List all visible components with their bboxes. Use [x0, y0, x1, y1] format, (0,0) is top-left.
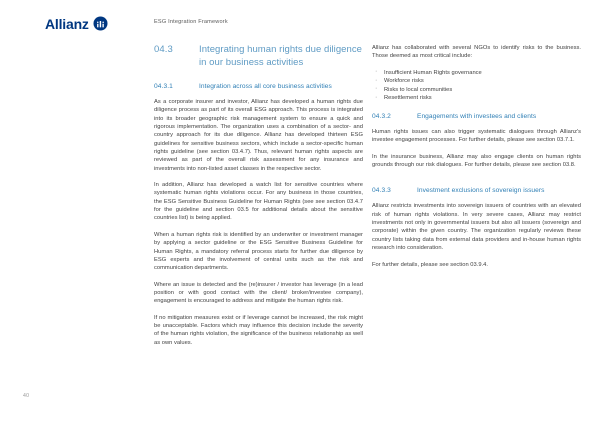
paragraph: For further details, please see section 03.9.4.: [372, 261, 489, 268]
section-title: Integrating human rights due diligence in our business activities: [199, 44, 362, 68]
section-spacer: [372, 177, 581, 186]
allianz-logo-text: Allianz: [45, 15, 89, 32]
paragraph: Human rights issues can also trigger systematic dialogues through Allianz's investee engagement processes. For further details, please see section 03.7.1.: [372, 129, 581, 144]
page-header: [0, 0, 600, 40]
paragraph: Where an issue is detected and the (re)insurer / investor has leverage (in a lead position or with good contact with the client/ broker/investee company), engagement is encouraged to address and mitigate the human rights risk.: [154, 281, 363, 305]
subsection-heading-04-3-1: [154, 82, 363, 91]
page-number: 40: [23, 393, 30, 399]
subsection-number: 04.3.1: [154, 83, 173, 90]
list-item: · Resettlement risks: [372, 94, 581, 103]
subsection-number: 04.3.2: [372, 113, 391, 121]
paragraph: In the insurance business, Allianz may also engage clients on human rights grounds through our risk dialogues. For further details, please see section 03.8.: [372, 153, 581, 169]
paragraph: When a human rights risk is identified by an underwriter or investment manager by applying a sector guideline or the ESG Sensitive Business Guideline for Human Rights, a mandatory referral process starts for further due diligence by ESG experts and the involvement of central units such as the risk and communication departments.: [154, 231, 363, 272]
list-item: · Risks to local communities: [372, 86, 581, 95]
subsection-heading-04-3-2: [372, 112, 581, 121]
subsection-number: 04.3.3: [372, 187, 391, 195]
section-heading-04-3: [154, 44, 363, 69]
paragraph: Allianz restricts investments into sovereign issuers of countries with an elevated risk of human rights violations. In very severe cases, Allianz may restrict investments not only in governmental issuers but also all issuers (sovereign and corporate) within the given country. The organization regularly reviews these country lists taking data from external data providers and in-house human rights research into consideration.: [372, 203, 581, 252]
subsection-title: Investment exclusions of sovereign issuers: [417, 187, 545, 195]
paragraph: If no mitigation measures exist or if leverage cannot be increased, the risk might be unacceptable. Factors which may influence this decision include the severity of the human rights violation, the significance of the business relationship as well as own values.: [154, 314, 363, 346]
paragraph: In addition, Allianz has developed a watch list for sensitive countries where systematic human rights violations occur. For any business in those countries, the ESG Sensitive Business Guideline for Human Rights (see see section 03.4.7 for the guideline and section 03.5 for additional details about the sensitive countries list) is being applied.: [154, 182, 363, 222]
paragraph: Allianz has collaborated with several NGOs to identify risks to the business. Those deemed as most critical include:: [372, 45, 581, 60]
allianz-eagle-bars-icon: [93, 16, 108, 31]
subsection-title: Integration across all core business activities: [199, 83, 332, 90]
paragraph: As a corporate insurer and investor, Allianz has developed a human rights due diligence process as part of its overall ESG approach. This process is integrated into its broader geographic risk management system to ensure a quick and rigorous implementation. The organization uses a combination of a sector- and country approach for its due diligence. Allianz has developed thirteen ESG guidelines for sensitive business sectors, which include a sector-specific human rights guideline (see section 03.4.7). Thus, relevant human rights aspects are reviewed as part of the overall risk assessment for any insurance and investments into non-listed asset classes in the respective sector.: [154, 99, 363, 172]
allianz-logo: [45, 16, 108, 31]
list-item: · Workforce risks: [372, 77, 581, 86]
section-number: 04.3: [154, 44, 173, 55]
subsection-heading-04-3-3: [372, 186, 581, 195]
left-column: [154, 44, 363, 347]
right-column: [372, 44, 581, 269]
document-title: ESG Integration Framework: [154, 19, 228, 25]
list-item: · Insufficient Human Rights governance: [372, 69, 581, 78]
critical-risks-list: [372, 69, 581, 103]
subsection-title: Engagements with investees and clients: [417, 113, 537, 121]
